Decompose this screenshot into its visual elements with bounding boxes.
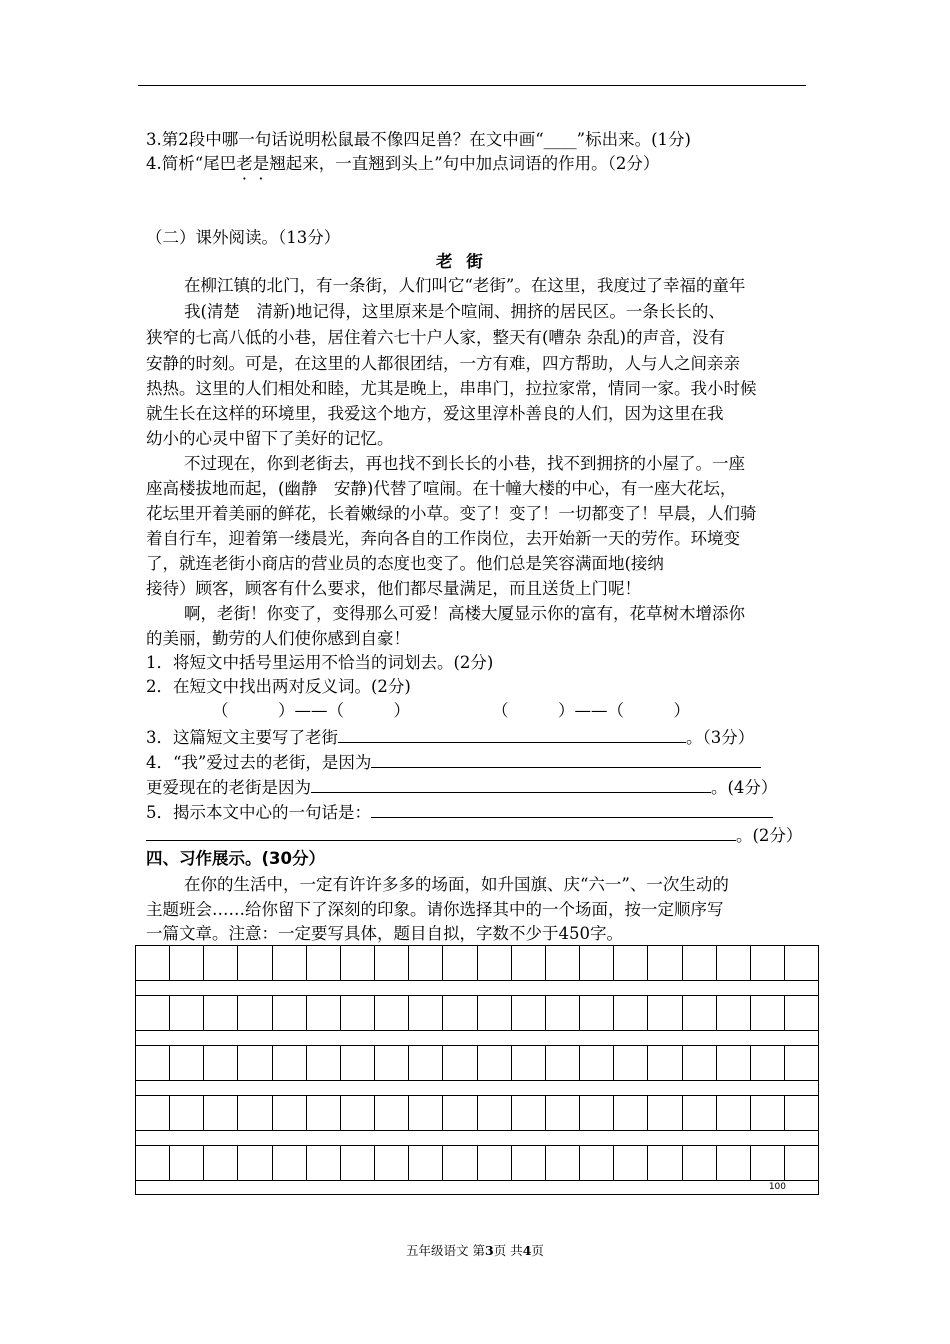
grid-cell[interactable]: [307, 1046, 341, 1080]
grid-row[interactable]: [136, 1096, 818, 1131]
paragraph-4-line: 的美丽，勤劳的人们使你感到自豪！: [146, 629, 410, 648]
grid-cell[interactable]: [443, 1146, 477, 1180]
grid-cell[interactable]: [443, 996, 477, 1030]
grid-row[interactable]: [136, 996, 818, 1031]
grid-cell[interactable]: [614, 946, 648, 980]
grid-spacer: [136, 1081, 818, 1096]
grid-cell[interactable]: [785, 1096, 818, 1130]
question-1: 1．将短文中括号里运用不恰当的词划去。(2分): [146, 653, 494, 672]
grid-cell[interactable]: [136, 1096, 170, 1130]
emphasis-char: 是: [252, 154, 270, 173]
grid-cell[interactable]: [614, 1146, 648, 1180]
paragraph-2-line: 我(清楚 清新)地记得，这里原来是个喧闹、拥挤的居民区。一条长长的、: [184, 302, 725, 321]
prev-question-3: 3.第2段中哪一句话说明松鼠最不像四足兽？在文中画“____”标出来。(1分): [146, 130, 691, 149]
paragraph-3-line: 不过现在，你到老街去，再也找不到长长的小巷，找不到拥挤的小屋了。一座: [184, 454, 745, 473]
grid-cell[interactable]: [512, 1046, 546, 1080]
grid-cell[interactable]: [717, 946, 751, 980]
antonym-blank-1[interactable]: （ ）——（ ）: [212, 701, 410, 720]
grid-cell[interactable]: [546, 1146, 580, 1180]
grid-cell[interactable]: [238, 1146, 272, 1180]
answer-line[interactable]: [371, 800, 773, 818]
paragraph-2-line: 就生长在这样的环境里，我爱这个地方，爱这里淳朴善良的人们，因为这里在我: [146, 404, 724, 423]
paragraph-3-line: 花坛里开着美丽的鲜花，长着嫩绿的小草。变了！变了！一切都变了！早晨，人们骑: [146, 504, 757, 523]
paragraph-3-line: 着自行车，迎着第一缕晨光，奔向各自的工作岗位，去开始新一天的劳作。环境变: [146, 529, 740, 548]
grid-spacer: [136, 981, 818, 996]
grid-spacer: [136, 1031, 818, 1046]
grid-cell[interactable]: [785, 946, 818, 980]
grid-cell[interactable]: [785, 1146, 818, 1180]
story-title: 老 街: [436, 252, 487, 271]
grid-cell[interactable]: [785, 1046, 818, 1080]
answer-line[interactable]: [338, 725, 686, 743]
question-4-cont: 更爱现在的老街是因为 。(4分）: [146, 775, 777, 799]
emphasis-char: 老: [236, 154, 253, 173]
grid-cell[interactable]: [238, 996, 272, 1030]
grid-cell[interactable]: [273, 1146, 307, 1180]
grid-cell[interactable]: [170, 1146, 204, 1180]
grid-cell[interactable]: [238, 1046, 272, 1080]
grid-cell[interactable]: [273, 946, 307, 980]
grid-cell[interactable]: [478, 1096, 512, 1130]
grid-cell[interactable]: [478, 996, 512, 1030]
paragraph-2-line: 狭窄的七高八低的小巷，居住着六七十户人家，整天有(嘈杂 杂乱)的声音，没有: [146, 328, 726, 347]
antonym-blank-2[interactable]: （ ）——（ ）: [492, 701, 690, 720]
grid-word-counter: 100: [768, 1182, 786, 1192]
grid-cell[interactable]: [512, 1096, 546, 1130]
grid-row[interactable]: [136, 1046, 818, 1081]
grid-cell[interactable]: [478, 1146, 512, 1180]
grid-cell[interactable]: [238, 946, 272, 980]
grid-cell[interactable]: [683, 946, 717, 980]
grid-cell[interactable]: [136, 1146, 170, 1180]
grid-cell[interactable]: [546, 1096, 580, 1130]
grid-cell[interactable]: [307, 946, 341, 980]
grid-cell[interactable]: [341, 996, 375, 1030]
grid-cell[interactable]: [409, 1046, 443, 1080]
grid-cell[interactable]: [443, 1096, 477, 1130]
grid-cell[interactable]: [546, 946, 580, 980]
grid-cell[interactable]: [170, 996, 204, 1030]
grid-cell[interactable]: [273, 996, 307, 1030]
grid-cell[interactable]: [409, 1146, 443, 1180]
grid-cell[interactable]: [204, 946, 238, 980]
grid-cell[interactable]: [751, 1096, 785, 1130]
grid-cell[interactable]: [204, 996, 238, 1030]
page-footer: 五年级语文 第3页 共4页: [406, 1243, 544, 1258]
section-4-heading: 四、习作展示。(30分）: [146, 849, 326, 868]
grid-spacer: [136, 1181, 818, 1195]
paragraph-2-line: 热热。这里的人们相处和睦，尤其是晚上，串串门，拉拉家常，情同一家。我小时候: [146, 379, 757, 398]
question-4: 4．“我”爱过去的老街，是因为: [146, 750, 761, 774]
grid-cell[interactable]: [341, 946, 375, 980]
grid-cell[interactable]: [648, 1146, 682, 1180]
grid-cell[interactable]: [614, 996, 648, 1030]
grid-cell[interactable]: [546, 1046, 580, 1080]
grid-cell[interactable]: [204, 1046, 238, 1080]
section-heading: （二）课外阅读。（13分）: [146, 228, 341, 247]
grid-cell[interactable]: [580, 1046, 614, 1080]
grid-cell[interactable]: [409, 996, 443, 1030]
grid-cell[interactable]: [580, 1096, 614, 1130]
grid-row[interactable]: [136, 946, 818, 981]
grid-cell[interactable]: [375, 946, 409, 980]
answer-line[interactable]: [311, 775, 711, 793]
grid-cell[interactable]: [375, 996, 409, 1030]
writing-grid[interactable]: [135, 945, 819, 1195]
grid-cell[interactable]: [512, 1146, 546, 1180]
grid-cell[interactable]: [478, 1046, 512, 1080]
grid-cell[interactable]: [751, 1146, 785, 1180]
grid-cell[interactable]: [375, 1096, 409, 1130]
grid-cell[interactable]: [717, 1046, 751, 1080]
grid-cell[interactable]: [170, 946, 204, 980]
grid-cell[interactable]: [204, 1096, 238, 1130]
grid-cell[interactable]: [307, 1096, 341, 1130]
grid-cell[interactable]: [341, 1146, 375, 1180]
grid-cell[interactable]: [785, 996, 818, 1030]
answer-line[interactable]: [146, 823, 736, 841]
grid-cell[interactable]: [717, 996, 751, 1030]
grid-cell[interactable]: [136, 996, 170, 1030]
grid-cell[interactable]: [512, 996, 546, 1030]
grid-cell[interactable]: [204, 1146, 238, 1180]
grid-spacer: [136, 1131, 818, 1146]
grid-cell[interactable]: [307, 1146, 341, 1180]
grid-cell[interactable]: [136, 946, 170, 980]
paragraph-2-line: 安静的时刻。可是，在这里的人都很团结，一方有难，四方帮助，人与人之间亲亲: [146, 354, 740, 373]
grid-cell[interactable]: [580, 1146, 614, 1180]
paragraph-4-line: 啊，老街！你变了，变得那么可爱！高楼大厦显示你的富有，花草树木增添你: [184, 604, 745, 623]
grid-cell[interactable]: [683, 1146, 717, 1180]
grid-cell[interactable]: [512, 946, 546, 980]
question-2: 2．在短文中找出两对反义词。(2分): [146, 677, 411, 696]
grid-cell[interactable]: [751, 1046, 785, 1080]
grid-cell[interactable]: [648, 996, 682, 1030]
paragraph-1: 在柳江镇的北门，有一条街，人们叫它“老街”。在这里，我度过了幸福的童年: [184, 276, 746, 295]
grid-cell[interactable]: [375, 1146, 409, 1180]
grid-cell[interactable]: [273, 1046, 307, 1080]
grid-cell[interactable]: [648, 946, 682, 980]
grid-row[interactable]: [136, 1146, 818, 1181]
grid-cell[interactable]: [683, 1096, 717, 1130]
grid-cell[interactable]: [648, 1096, 682, 1130]
grid-cell[interactable]: [443, 1046, 477, 1080]
grid-cell[interactable]: [614, 1046, 648, 1080]
grid-cell[interactable]: [683, 1046, 717, 1080]
grid-cell[interactable]: [170, 1096, 204, 1130]
grid-cell[interactable]: [580, 946, 614, 980]
grid-cell[interactable]: [170, 1046, 204, 1080]
grid-cell[interactable]: [238, 1096, 272, 1130]
grid-cell[interactable]: [409, 946, 443, 980]
question-5: 5．揭示本文中心的一句话是：: [146, 800, 773, 824]
grid-cell[interactable]: [580, 996, 614, 1030]
paragraph-3-line: 了，就连老街小商店的营业员的态度也变了。他们总是笑容满面地(接纳: [146, 554, 664, 573]
paragraph-3-line: 座高楼拔地而起，(幽静 安静)代替了喧闹。在十幢大楼的中心，有一座大花坛，: [146, 479, 737, 498]
grid-cell[interactable]: [443, 946, 477, 980]
grid-cell[interactable]: [341, 1096, 375, 1130]
prev-question-4: 4.简析“尾巴老是翘起来，一直翘到头上”句中加点词语的作用。（2分）: [146, 154, 660, 173]
essay-prompt-line: 在你的生活中，一定有许许多多的场面，如升国旗、庆“六一”、一次生动的: [184, 875, 729, 894]
answer-line[interactable]: [371, 750, 761, 768]
essay-prompt-line: 主题班会……给你留下了深刻的印象。请你选择其中的一个场面，按一定顺序写: [146, 900, 724, 919]
question-3: 3．这篇短文主要写了老街 。（3分）: [146, 725, 754, 749]
grid-cell[interactable]: [341, 1046, 375, 1080]
grid-cell[interactable]: [683, 996, 717, 1030]
grid-cell[interactable]: [614, 1096, 648, 1130]
grid-cell[interactable]: [273, 1096, 307, 1130]
grid-cell[interactable]: [546, 996, 580, 1030]
question-5-cont: 。(2分）: [146, 823, 802, 847]
grid-cell[interactable]: [409, 1096, 443, 1130]
grid-cell[interactable]: [717, 1096, 751, 1130]
essay-prompt-line: 一篇文章。注意：一定要写具体，题目自拟，字数不少于450字。: [146, 924, 623, 943]
grid-cell[interactable]: [717, 1146, 751, 1180]
grid-cell[interactable]: [751, 996, 785, 1030]
grid-cell[interactable]: [478, 946, 512, 980]
paragraph-2-line: 幼小的心灵中留下了美好的记忆。: [146, 429, 394, 448]
grid-cell[interactable]: [307, 996, 341, 1030]
grid-cell[interactable]: [751, 946, 785, 980]
grid-cell[interactable]: [136, 1046, 170, 1080]
header-rule: [138, 85, 806, 86]
grid-cell[interactable]: [375, 1046, 409, 1080]
paragraph-3-line: 接待）顾客，顾客有什么要求，他们都尽量满足，而且送货上门呢！: [146, 579, 641, 598]
grid-cell[interactable]: [648, 1046, 682, 1080]
